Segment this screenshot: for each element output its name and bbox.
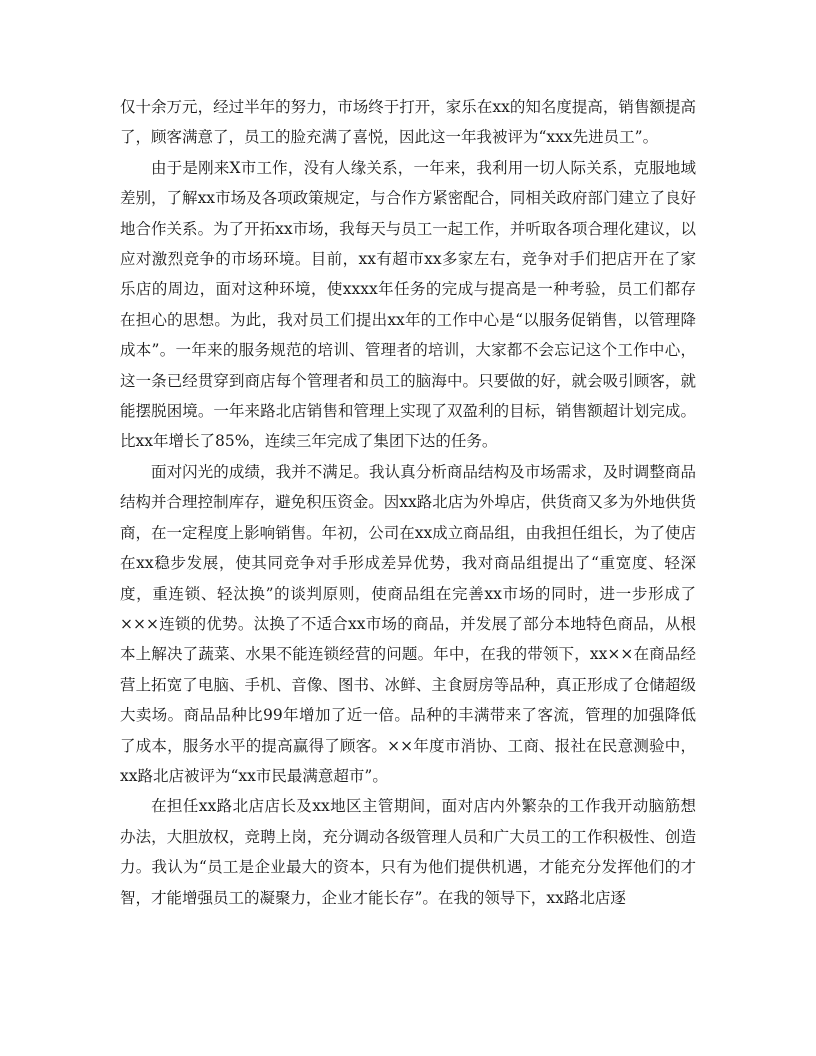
paragraph-continuation: 仅十余万元，经过半年的努力，市场终于打开，家乐在xx的知名度提高，销售额提高了，顾客满意了，员工的脸充满了喜悦，因此这一年我被评为“xxx先进员工”。 <box>120 98 696 147</box>
paragraph-management: 在担任xx路北店店长及xx地区主管期间，面对店内外繁杂的工作我开动脑筋想办法，大胆放权，竞聘上岗，充分调动各级管理人员和广大员工的工作积极性、创造力。我认为“员工是企业最大的资本，只有为他们提供机遇，才能充分发挥他们的才智，才能增强员工的凝聚力，企业才能长存”。在我的领导下，xx路北店逐 <box>120 797 696 907</box>
paragraph-market-development: 由于是刚来X市工作，没有人缘关系，一年来，我利用一切人际关系，克服地域差别，了解xx市场及各项政策规定，与合作方紧密配合，同相关政府部门建立了良好地合作关系。为了开拓xx市场，我每天与员工一起工作，并听取各项合理化建议，以应对激烈竞争的市场环境。目前，xx有超市xx多家左右，竞争对手们把店开在了家乐店的周边，面对这种环境，使xxxx年任务的完成与提高是一种考验，员工们都存在担心的思想。为此，我对员工们提出xx年的工作中心是“以服务促销售，以管理降成本”。一年来的服务规范的培训、管理者的培训，大家都不会忘记这个工作中心，这一条已经贯穿到商店每个管理者和员工的脑海中。只要做的好，就会吸引顾客，就能摆脱困境。一年来路北店销售和管理上实现了双盈利的目标，销售额超计划完成。比xx年增长了85%，连续三年完成了集团下达的任务。 <box>120 158 696 451</box>
paragraph-product-structure: 面对闪光的成绩，我并不满足。我认真分析商品结构及市场需求，及时调整商品结构并合理控制库存，避免积压资金。因xx路北店为外埠店，供货商又多为外地供货商，在一定程度上影响销售。年初，公司在xx成立商品组，由我担任组长，为了使店在xx稳步发展，使其同竞争对手形成差异优势，我对商品组提出了“重宽度、轻深度，重连锁、轻汰换”的谈判原则，使商品组在完善xx市场的同时，进一步形成了×××连锁的优势。汰换了不适合xx市场的商品，并发展了部分本地特色商品，从根本上解决了蔬菜、水果不能连锁经营的问题。年中，在我的带领下，xx××在商品经营上拓宽了电脑、手机、音像、图书、冰鲜、主食厨房等品种，真正形成了仓储超级大卖场。商品品种比99年增加了近一倍。品种的丰满带来了客流，管理的加强降低了成本，服务水平的提高赢得了顾客。××年度市消协、工商、报社在民意测验中，xx路北店被评为“xx市民最满意超市”。 <box>120 462 696 785</box>
document-body <box>120 92 696 913</box>
